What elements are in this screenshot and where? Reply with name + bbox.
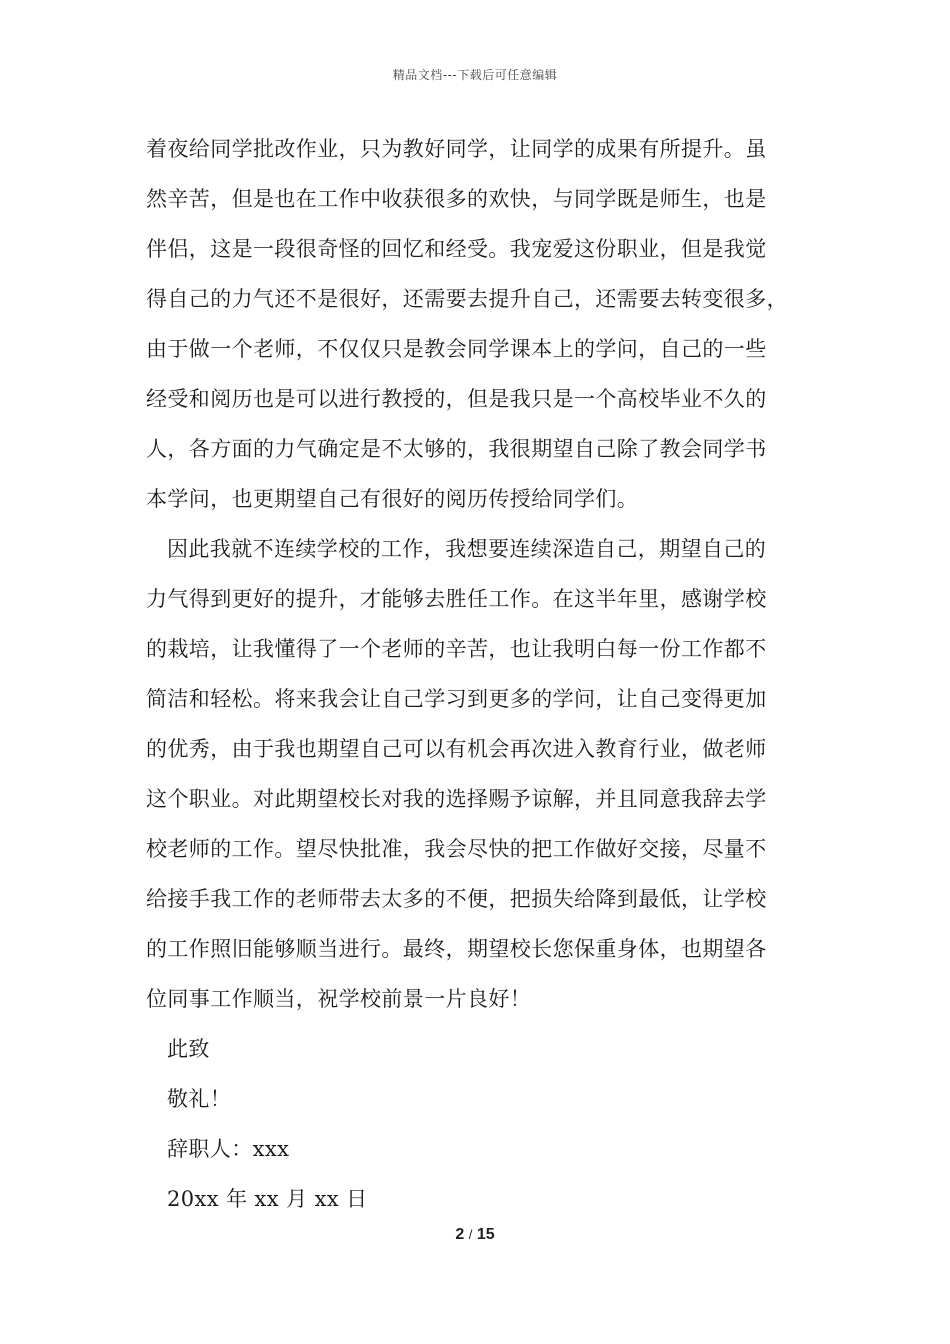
body-line: 这个职业。对此期望校长对我的选择赐予谅解，并且同意我辞去学: [146, 787, 767, 811]
signer-line: 辞职人：xxx: [167, 1137, 290, 1161]
body-line: 然辛苦，但是也在工作中收获很多的欢快，与同学既是师生，也是: [146, 187, 767, 211]
body-line: 本学问，也更期望自己有很好的阅历传授给同学们。: [146, 487, 639, 511]
body-line: 的工作照旧能够顺当进行。最终，期望校长您保重身体，也期望各: [146, 937, 767, 961]
body-line: 简洁和轻松。将来我会让自己学习到更多的学问，让自己变得更加: [146, 687, 767, 711]
page-separator: /: [468, 1227, 473, 1242]
page-header: 精品文档---下载后可任意编辑: [392, 68, 558, 82]
total-pages: 15: [476, 1226, 495, 1243]
body-line: 得自己的力气还不是很好，还需要去提升自己，还需要去转变很多，: [146, 287, 788, 311]
closing-salutation: 此致: [167, 1037, 210, 1061]
body-line: 着夜给同学批改作业，只为教好同学，让同学的成果有所提升。虽: [146, 137, 767, 161]
body-line: 给接手我工作的老师带去太多的不便，把损失给降到最低，让学校: [146, 887, 767, 911]
closing-regards: 敬礼！: [167, 1087, 232, 1111]
body-line: 伴侣，这是一段很奇怪的回忆和经受。我宠爱这份职业，但是我觉: [146, 237, 767, 261]
body-line: 由于做一个老师，不仅仅只是教会同学课本上的学问，自己的一些: [146, 337, 767, 361]
body-line: 力气得到更好的提升，才能够去胜任工作。在这半年里，感谢学校: [146, 587, 767, 611]
body-line: 校老师的工作。望尽快批准，我会尽快的把工作做好交接，尽量不: [146, 837, 767, 861]
body-line: 人，各方面的力气确定是不太够的，我很期望自己除了教会同学书: [146, 437, 767, 461]
date-line: 20xx 年 xx 月 xx 日: [167, 1187, 368, 1211]
page-number: [0, 1226, 950, 1244]
body-line: 的栽培，让我懂得了一个老师的辛苦，也让我明白每一份工作都不: [146, 637, 767, 661]
body-line: 的优秀，由于我也期望自己可以有机会再次进入教育行业，做老师: [146, 737, 767, 761]
document-body: [146, 126, 826, 1226]
body-line: 位同事工作顺当，祝学校前景一片良好！: [146, 987, 532, 1011]
body-line: 经受和阅历也是可以进行教授的，但是我只是一个高校毕业不久的: [146, 387, 767, 411]
paragraph-start-line: 因此我就不连续学校的工作，我想要连续深造自己，期望自己的: [167, 537, 767, 561]
current-page: 2: [455, 1226, 465, 1243]
